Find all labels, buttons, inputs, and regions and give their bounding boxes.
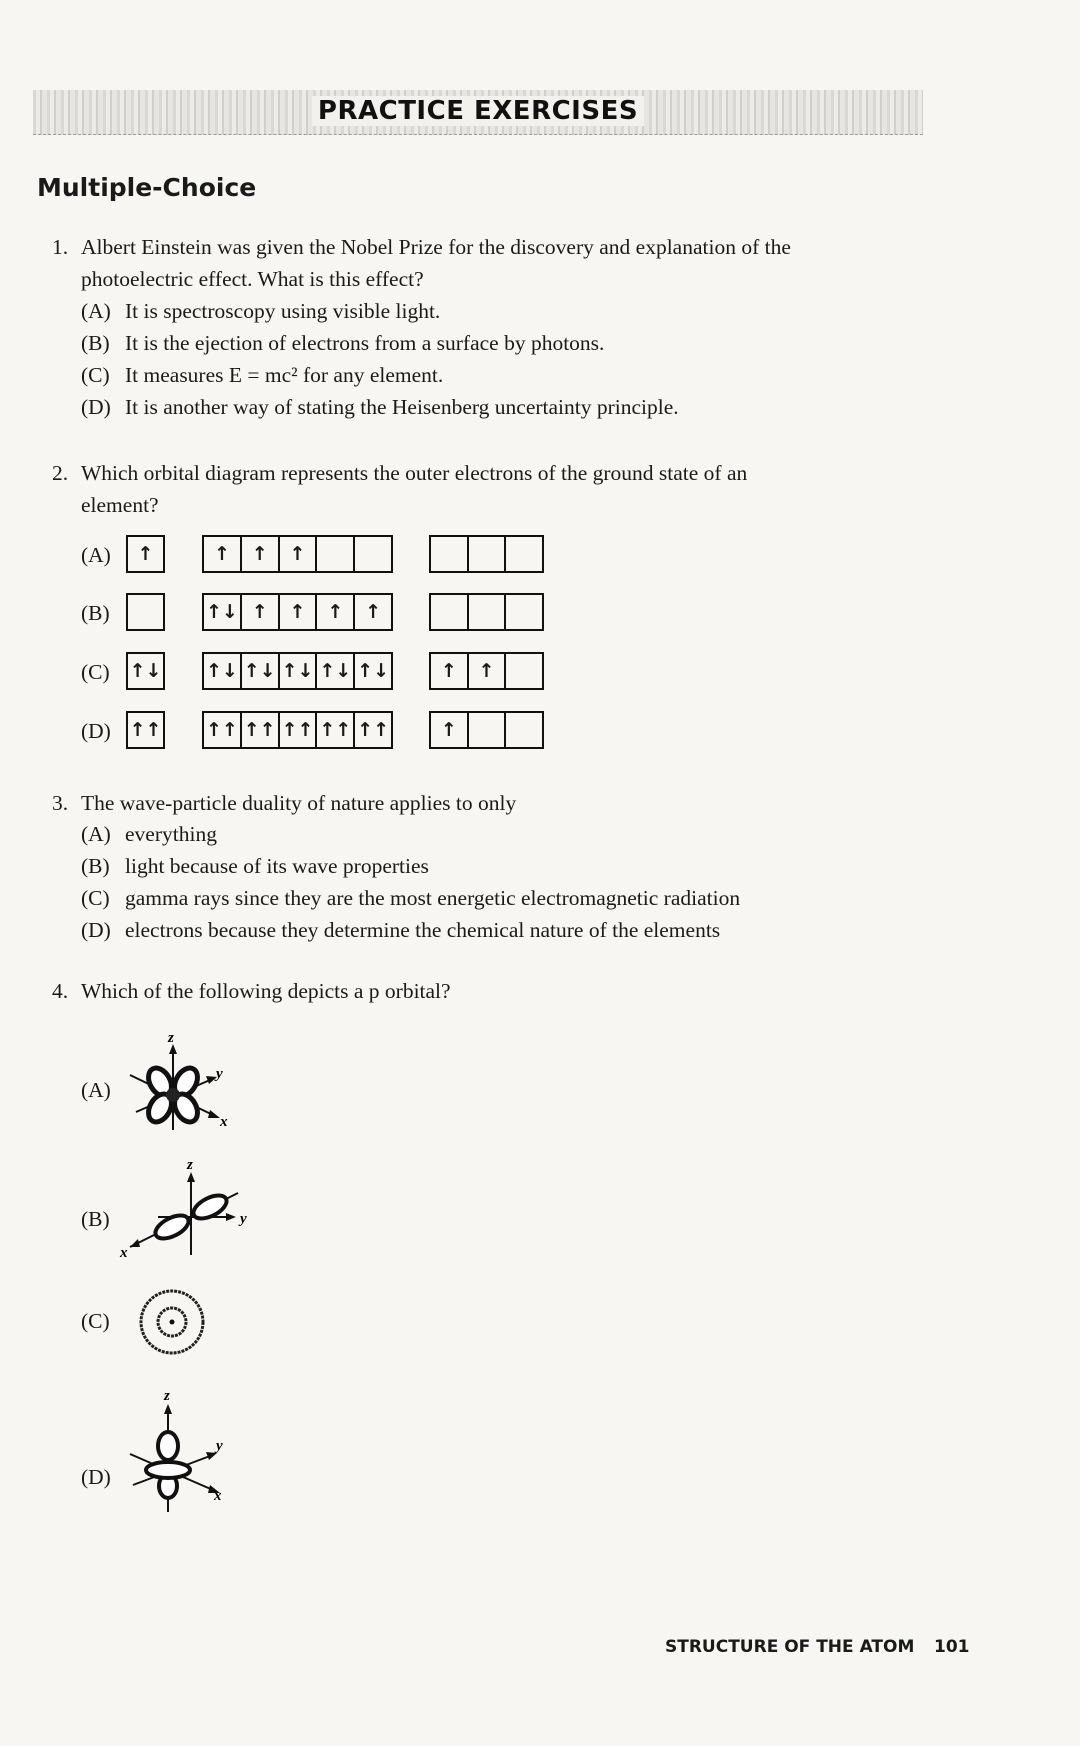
orbital-cell: ↑↓: [357, 659, 389, 682]
option-text: It is the ejection of electrons from a surface by photons.: [125, 331, 605, 355]
orbital-cell: ↑: [317, 595, 355, 629]
question-text: The wave-particle duality of nature applies to only: [81, 791, 517, 815]
axis-label-x: x: [220, 1114, 228, 1130]
orbital-cell: [317, 537, 355, 571]
section-heading: Multiple-Choice: [37, 173, 257, 202]
orbital-cell: ↑↑: [357, 718, 389, 741]
orbital-cell: ↑: [137, 542, 154, 565]
question-text: Albert Einstein was given the Nobel Prize for the discovery and explanation of the: [81, 235, 791, 259]
banner-title: PRACTICE EXERCISES: [312, 96, 644, 126]
orbital-cell: ↑↓: [317, 654, 355, 688]
option-label: (D): [81, 918, 111, 942]
option-label: (A): [81, 822, 111, 846]
orbital-cell: ↑↓: [204, 654, 242, 688]
orbital-cell: ↑↓: [204, 595, 242, 629]
option-label: (C): [81, 1309, 110, 1333]
option-label: (B): [81, 601, 110, 625]
orbital-cell: ↑: [242, 595, 280, 629]
question-text: element?: [81, 493, 159, 517]
orbital-cell: ↑↑: [129, 718, 162, 741]
orbital-cell: ↑: [204, 537, 242, 571]
option-text: everything: [125, 822, 217, 846]
orbital-cell: ↑↑: [242, 713, 280, 747]
orbital-box-s: [126, 652, 165, 690]
page-number: 101: [934, 1637, 970, 1657]
option-label: (B): [81, 331, 110, 355]
orbital-box-s: [126, 593, 165, 631]
option-text: electrons because they determine the chemical nature of the elements: [125, 918, 721, 942]
orbital-cell: ↑↑: [280, 713, 318, 747]
option-label: (D): [81, 1465, 111, 1489]
axis-label-x: x: [214, 1488, 222, 1504]
option-label: (B): [81, 1207, 110, 1231]
orbital-cell: ↑: [280, 595, 318, 629]
orbital-cell: [431, 537, 469, 571]
question-text: Which of the following depicts a p orbital?: [81, 979, 451, 1003]
option-label: (D): [81, 719, 111, 743]
orbital-cell: [431, 595, 469, 629]
option-label: (C): [81, 886, 110, 910]
orbital-cell: ↑↓: [129, 659, 162, 682]
orbital-box-d: [202, 711, 393, 749]
option-label: (A): [81, 1078, 111, 1102]
orbital-box-s: [126, 711, 165, 749]
orbital-box-s: [126, 535, 165, 573]
question-text: photoelectric effect. What is this effect?: [81, 267, 424, 291]
orbital-cell: ↑↑: [204, 713, 242, 747]
option-label: (A): [81, 543, 111, 567]
orbital-cell: ↑↓: [280, 654, 318, 688]
orbital-cell: [506, 537, 542, 571]
orbital-cell: ↑: [242, 537, 280, 571]
s-orbital-rings-icon: [134, 1286, 214, 1366]
orbital-cell: [355, 537, 391, 571]
orbital-cell: ↑: [280, 537, 318, 571]
axis-label-y: y: [240, 1211, 247, 1227]
orbital-cell: [469, 595, 507, 629]
orbital-cell: [469, 537, 507, 571]
orbital-cell: ↑: [365, 600, 382, 623]
orbital-cell: ↑: [469, 654, 507, 688]
option-text: It measures E = mc² for any element.: [125, 363, 444, 387]
orbital-box-p: [429, 593, 544, 631]
option-text: light because of its wave properties: [125, 854, 429, 878]
option-label: (B): [81, 854, 110, 878]
axis-label-x: x: [120, 1245, 128, 1261]
axis-label-y: y: [216, 1438, 223, 1454]
orbital-cell: [128, 595, 163, 629]
d-orbital-cloverleaf-icon: [118, 1030, 238, 1140]
option-text: It is another way of stating the Heisenberg uncertainty principle.: [125, 395, 679, 419]
chapter-title: STRUCTURE OF THE ATOM: [665, 1637, 915, 1657]
orbital-box-p: [429, 711, 544, 749]
option-text: gamma rays since they are the most energetic electromagnetic radiation: [125, 886, 741, 910]
option-text: It is spectroscopy using visible light.: [125, 299, 441, 323]
question-text: Which orbital diagram represents the outer electrons of the ground state of an: [81, 461, 748, 485]
orbital-cell: [506, 595, 542, 629]
p-orbital-dumbbell-icon: [118, 1155, 258, 1265]
dz2-orbital-icon: [118, 1382, 238, 1522]
option-label: (C): [81, 660, 110, 684]
orbital-cell: ↑: [431, 654, 469, 688]
orbital-box-p: [429, 535, 544, 573]
orbital-cell: ↑↓: [242, 654, 280, 688]
question-number: 2.: [52, 461, 69, 485]
option-label: (D): [81, 395, 111, 419]
orbital-cell: [506, 654, 542, 688]
axis-label-z: z: [187, 1157, 193, 1173]
orbital-cell: [469, 713, 507, 747]
orbital-box-d: [202, 593, 393, 631]
orbital-cell: ↑↑: [317, 713, 355, 747]
axis-label-z: z: [164, 1388, 170, 1404]
axis-label-y: y: [216, 1066, 223, 1082]
orbital-box-p: [429, 652, 544, 690]
question-number: 4.: [52, 979, 69, 1003]
question-number: 3.: [52, 791, 69, 815]
question-number: 1.: [52, 235, 69, 259]
option-label: (A): [81, 299, 111, 323]
axis-label-z: z: [168, 1030, 174, 1046]
option-label: (C): [81, 363, 110, 387]
section-banner: [33, 90, 923, 135]
orbital-cell: [506, 713, 542, 747]
orbital-box-d: [202, 652, 393, 690]
orbital-cell: ↑: [431, 713, 469, 747]
orbital-box-d: [202, 535, 393, 573]
